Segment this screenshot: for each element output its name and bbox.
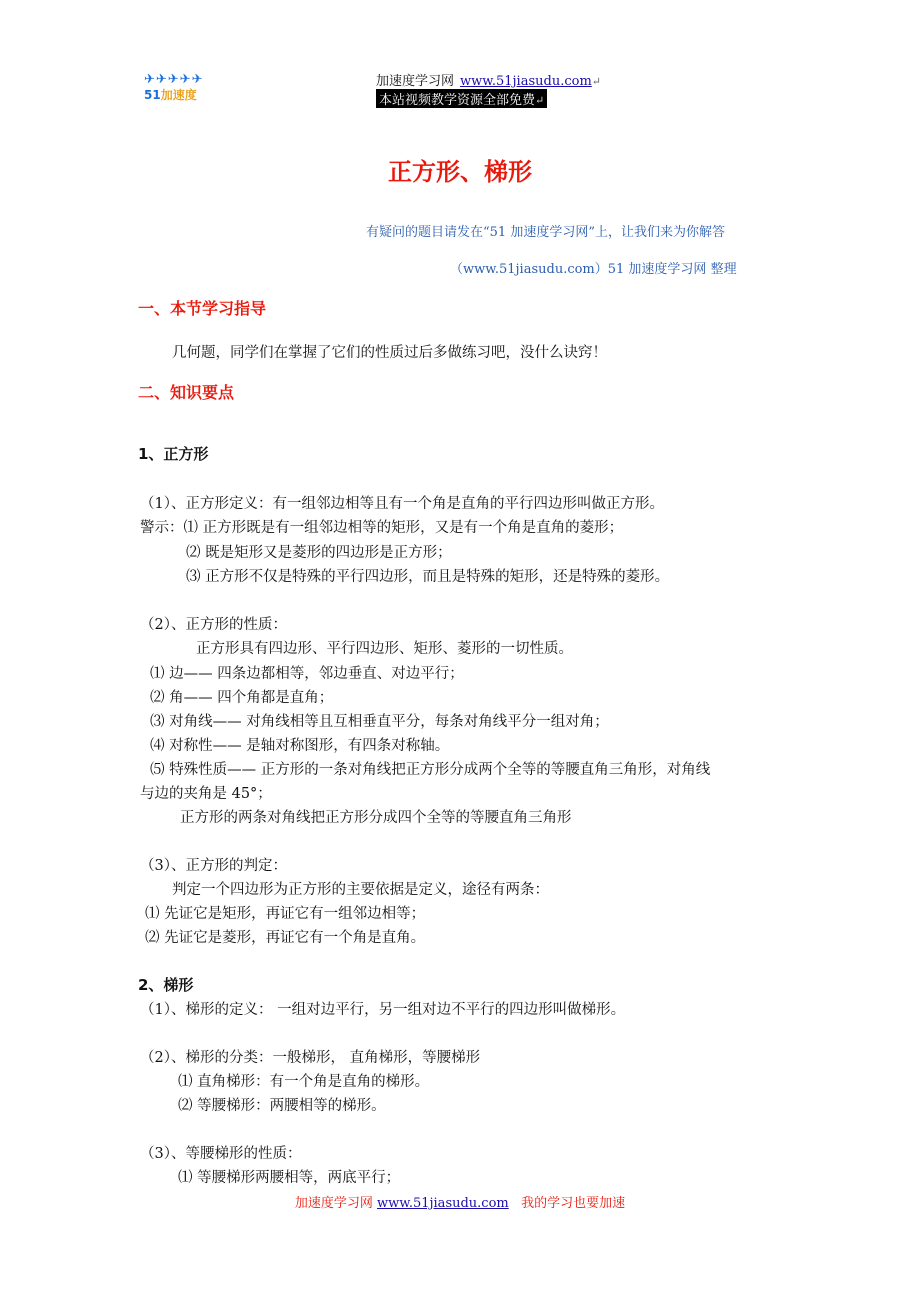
note-line-2: （www.51jiasudu.com）51 加速度学习网 整理 — [450, 262, 737, 277]
square-property-2: ⑵ 角—— 四个角都是直角； — [150, 690, 334, 706]
square-property-5: ⑸ 特殊性质—— 正方形的一条对角线把正方形分成两个全等的等腰直角三角形，对角线 — [150, 762, 711, 778]
footer-site-link[interactable]: www.51jiasudu.com — [376, 1196, 509, 1211]
square-judge-1: ⑴ 先证它是矩形，再证它有一组邻边相等； — [145, 906, 426, 922]
return-mark-icon: ↵ — [535, 94, 545, 107]
square-property-intro: 正方形具有四边形、平行四边形、矩形、菱形的一切性质。 — [196, 641, 573, 657]
trapezoid-definition: （1）、梯形的定义： 一组对边平行，另一组对边不平行的四边形叫做梯形。 — [140, 1002, 626, 1018]
trapezoid-class-title: （2）、梯形的分类：一般梯形， 直角梯形，等腰梯形 — [140, 1050, 481, 1066]
site-logo — [144, 72, 208, 102]
square-property-5-cont: 与边的夹角是 45°； — [140, 786, 272, 802]
logo-number: 51 — [144, 88, 161, 102]
square-property-5-extra: 正方形的两条对角线把正方形分成四个全等的等腰直角三角形 — [180, 810, 572, 826]
square-judge-title: （3）、正方形的判定： — [140, 858, 287, 874]
square-property-title: （2）、正方形的性质： — [140, 617, 287, 633]
header-free-notice — [376, 89, 547, 108]
subheading-square: 1、正方形 — [138, 445, 209, 463]
square-property-3: ⑶ 对角线—— 对角线相等且互相垂直平分，每条对角线平分一组对角； — [150, 714, 609, 730]
square-property-4: ⑷ 对称性—— 是轴对称图形，有四条对称轴。 — [150, 738, 450, 754]
header-site-line — [376, 70, 601, 89]
section-heading-guide: 一、本节学习指导 — [138, 299, 267, 318]
logo-brand — [144, 86, 197, 103]
square-definition: （1）、正方形定义：有一组邻边相等且有一个角是直角的平行四边形叫做正方形。 — [140, 496, 664, 512]
trapezoid-class-2: ⑵ 等腰梯形：两腰相等的梯形。 — [178, 1098, 386, 1114]
square-judge-intro: 判定一个四边形为正方形的主要依据是定义，途径有两条： — [172, 882, 549, 898]
isosceles-property-1: ⑴ 等腰梯形两腰相等，两底平行； — [178, 1170, 401, 1186]
trapezoid-class-1: ⑴ 直角梯形：有一个角是直角的梯形。 — [178, 1074, 430, 1090]
isosceles-property-title: （3）、等腰梯形的性质： — [140, 1146, 302, 1162]
free-notice-text: 本站视频教学资源全部免费 — [379, 93, 536, 108]
page-title: 正方形、梯形 — [388, 158, 532, 186]
square-judge-2: ⑵ 先证它是菱形，再证它有一个角是直角。 — [145, 930, 426, 946]
footer-site-name: 加速度学习网 — [294, 1196, 373, 1211]
logo-text: 加速度 — [160, 88, 197, 102]
square-warning-1: 警示：⑴ 正方形既是有一组邻边相等的矩形，又是有一个角是直角的菱形； — [140, 520, 624, 536]
header-site-link[interactable]: www.51jiasudu.com — [460, 74, 592, 89]
subheading-trapezoid: 2、梯形 — [138, 976, 194, 994]
logo-arrows-icon: ✈✈✈✈✈ — [144, 72, 204, 87]
return-mark-icon: ↵ — [591, 75, 601, 88]
guide-text: 几何题，同学们在掌握了它们的性质过后多做练习吧，没什么诀窍！ — [172, 345, 607, 361]
square-warning-2: ⑵ 既是矩形又是菱形的四边形是正方形； — [186, 545, 452, 561]
footer-slogan: 我的学习也要加速 — [521, 1196, 626, 1211]
note-line-1: 有疑问的题目请发在“51 加速度学习网”上，让我们来为你解答 — [366, 225, 725, 240]
section-heading-knowledge: 二、知识要点 — [138, 383, 235, 402]
page-footer — [0, 1192, 920, 1211]
square-property-1: ⑴ 边—— 四条边都相等，邻边垂直、对边平行； — [150, 666, 464, 682]
square-warning-3: ⑶ 正方形不仅是特殊的平行四边形，而且是特殊的矩形，还是特殊的菱形。 — [186, 569, 670, 585]
header-site-name: 加速度学习网 — [376, 74, 455, 89]
